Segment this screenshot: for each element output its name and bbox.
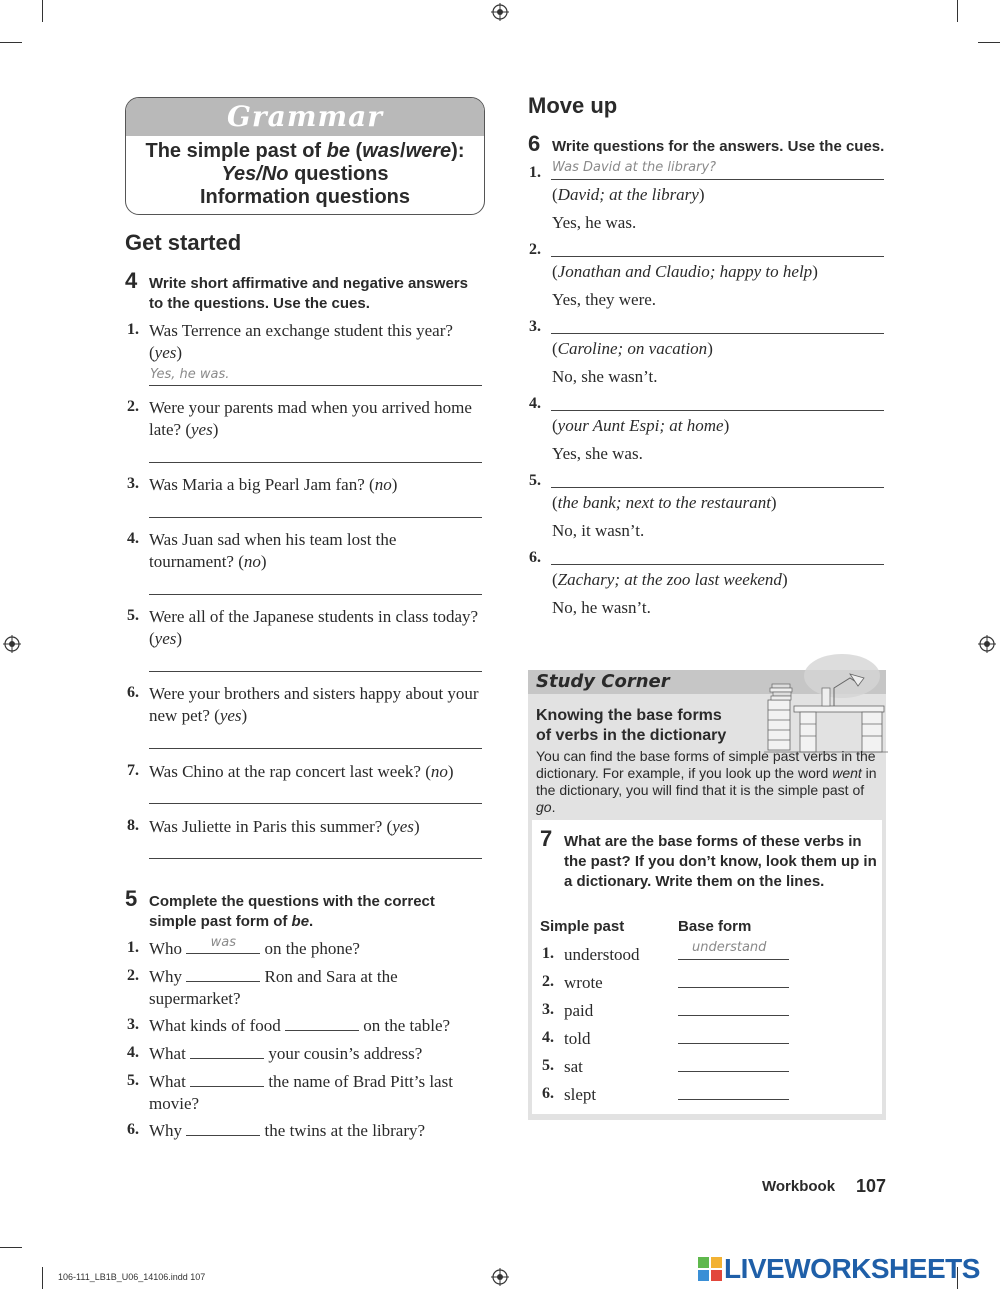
- exercise-4-cue: no: [430, 762, 448, 781]
- exercise-6-reply: Yes, she was.: [552, 444, 643, 463]
- exercise-5-item-number: 5.: [127, 1072, 139, 1089]
- exercise-7-verb: wrote: [564, 973, 603, 992]
- exercise-4-answer-line[interactable]: [149, 671, 482, 672]
- exercise-7-answer-line[interactable]: [678, 1071, 789, 1072]
- exercise-4-question: Was Terrence an exchange student this year? (yes): [149, 321, 453, 362]
- exercise-7-verb: paid: [564, 1001, 594, 1020]
- exercise-4-item-number: 2.: [127, 398, 139, 415]
- exercise-5-blank[interactable]: [186, 966, 260, 982]
- exercise-4-cue: yes: [154, 629, 177, 648]
- exercise-5-instruction: Complete the questions with the correct simple past form of be.: [149, 893, 435, 930]
- exercise-7-instruction: What are the base forms of these verbs in the past? If you don’t know, look them up in a dictionary. Write them on the lines.: [564, 833, 877, 890]
- exercise-5-answer: was: [210, 935, 236, 950]
- exercise-4-cue: no: [374, 475, 392, 494]
- exercise-5-item-number: 3.: [127, 1016, 139, 1033]
- exercise-4-answer-line[interactable]: [149, 748, 482, 749]
- exercise-5-blank[interactable]: [285, 1015, 359, 1031]
- exercise-5-question: What the name of Brad Pitt’s last movie?: [149, 1072, 453, 1113]
- study-corner: [528, 670, 886, 1120]
- exercise-6-item-number: 3.: [529, 318, 541, 335]
- crop-mark: [42, 1267, 43, 1289]
- exercise-7-answer-line[interactable]: [678, 959, 789, 960]
- exercise-4-question: Was Maria a big Pearl Jam fan? (no): [149, 475, 398, 494]
- exercise-4-instruction: Write short affirmative and negative answers to the questions. Use the cues.: [149, 275, 468, 312]
- column-header-simple-past: Simple past: [540, 918, 625, 935]
- grammar-topic: [126, 136, 484, 209]
- crop-mark: [0, 42, 22, 43]
- exercise-6-cue-text: the bank; next to the restaurant: [557, 493, 771, 512]
- exercise-5-item-number: 2.: [127, 967, 139, 984]
- exercise-6-answer-line[interactable]: [551, 333, 884, 334]
- grammar-topic-line1: The simple past of be (was/were):: [145, 140, 465, 162]
- exercise-4-item-number: 7.: [127, 762, 139, 779]
- file-info: 106-111_LB1B_U06_14106.indd 107: [58, 1272, 206, 1282]
- exercise-4-answer-line[interactable]: [149, 385, 482, 386]
- exercise-6-cue: (your Aunt Espi; at home): [552, 416, 730, 435]
- crop-mark: [42, 0, 43, 22]
- exercise-6-cue: (David; at the library): [552, 185, 705, 204]
- exercise-4-answer-line[interactable]: [149, 594, 482, 595]
- exercise-4-question: Was Juan sad when his team lost the tournament? (no): [149, 530, 397, 571]
- crop-mark: [0, 1247, 22, 1248]
- exercise-6-answer: Was David at the library?: [552, 160, 717, 175]
- grammar-banner: [126, 98, 484, 136]
- exercise-6-item-number: 1.: [529, 164, 541, 181]
- exercise-7-answer-line[interactable]: [678, 987, 789, 988]
- column-header-base-form: Base form: [678, 918, 752, 935]
- exercise-6-reply: No, she wasn’t.: [552, 367, 658, 386]
- exercise-5-question: What your cousin’s address?: [149, 1044, 423, 1063]
- exercise-4-cue: yes: [154, 343, 177, 362]
- exercise-6-cue-text: David; at the library: [557, 185, 699, 204]
- exercise-6-item-number: 2.: [529, 241, 541, 258]
- exercise-4-item-number: 1.: [127, 321, 139, 338]
- get-started-title: Get started: [125, 230, 242, 255]
- registration-mark-icon: [491, 1268, 509, 1286]
- exercise-6-cue: (Jonathan and Claudio; happy to help): [552, 262, 818, 281]
- exercise-7-item-number: 4.: [542, 1029, 554, 1046]
- exercise-5-blank[interactable]: [186, 935, 260, 954]
- study-corner-subtitle: Knowing the base forms of verbs in the dictionary: [536, 707, 727, 744]
- exercise-4-answer-line[interactable]: [149, 517, 482, 518]
- exercise-7-item-number: 6.: [542, 1085, 554, 1102]
- exercise-6-reply: Yes, he was.: [552, 213, 637, 232]
- exercise-4-answer-line[interactable]: [149, 462, 482, 463]
- exercise-7-answer-line[interactable]: [678, 1043, 789, 1044]
- footer-workbook-label: Workbook: [762, 1178, 836, 1195]
- exercise-7-verb: understood: [564, 945, 640, 964]
- exercise-7-answer-line[interactable]: [678, 1099, 789, 1100]
- exercise-5-number: 5: [125, 886, 138, 911]
- exercise-6-cue-text: Caroline; on vacation: [557, 339, 708, 358]
- exercise-4-question: Were your brothers and sisters happy about your new pet? (yes): [149, 684, 479, 725]
- crop-mark: [957, 0, 958, 22]
- exercise-7-item-number: 5.: [542, 1057, 554, 1074]
- desk-illustration-icon: [764, 648, 888, 758]
- exercise-6-cue-text: Zachary; at the zoo last weekend: [557, 570, 782, 589]
- grammar-box: [125, 97, 485, 215]
- registration-mark-icon: [491, 3, 509, 21]
- exercise-5-blank[interactable]: [190, 1043, 264, 1059]
- exercise-4-answer-line[interactable]: [149, 858, 482, 859]
- move-up-title: Move up: [528, 93, 618, 118]
- exercise-6-item-number: 5.: [529, 472, 541, 489]
- exercise-6-answer-line[interactable]: [551, 487, 884, 488]
- registration-mark-icon: [3, 635, 21, 653]
- exercise-4-item-number: 8.: [127, 817, 139, 834]
- exercise-4-cue: yes: [191, 420, 213, 439]
- exercise-6-answer-line[interactable]: [551, 179, 884, 180]
- exercise-7-verb: sat: [564, 1057, 583, 1076]
- exercise-6-cue: (the bank; next to the restaurant): [552, 493, 777, 512]
- study-corner-text: You can find the base forms of simple past verbs in the dictionary. For example, if you look up the word went in the dictionary, you will find that it is the simple past of go.: [536, 748, 877, 815]
- exercise-5-question: What kinds of food on the table?: [149, 1016, 451, 1035]
- grammar-topic-line2: Yes/No questions: [221, 163, 389, 185]
- exercise-5-item-number: 1.: [127, 939, 139, 956]
- exercise-6-cue: (Caroline; on vacation): [552, 339, 713, 358]
- exercise-4-answer: Yes, he was.: [150, 367, 230, 382]
- exercise-4-item-number: 5.: [127, 607, 139, 624]
- exercise-7-item-number: 2.: [542, 973, 554, 990]
- exercise-7-item-number: 1.: [542, 945, 554, 962]
- liveworksheets-logo-text: LIVEWORKSHEETS: [724, 1253, 980, 1284]
- exercise-6-cue-text: your Aunt Espi; at home: [557, 416, 724, 435]
- exercise-7-panel: [532, 820, 882, 1114]
- exercise-4-cue: yes: [219, 706, 242, 725]
- grammar-topic-line3: Information questions: [200, 186, 410, 208]
- exercise-6-reply: Yes, they were.: [552, 290, 657, 309]
- exercise-7-answer-line[interactable]: [678, 1015, 789, 1016]
- exercise-6-cue: (Zachary; at the zoo last weekend): [552, 570, 788, 589]
- exercise-4-item-number: 4.: [127, 530, 139, 547]
- exercise-6-answer-line[interactable]: [551, 410, 884, 411]
- exercise-5-item-number: 4.: [127, 1044, 139, 1061]
- exercise-6-item-number: 4.: [529, 395, 541, 412]
- exercise-5-question: Why the twins at the library?: [149, 1121, 426, 1140]
- exercise-4-cue: yes: [392, 817, 414, 836]
- exercise-4-question: Was Juliette in Paris this summer? (yes): [149, 817, 420, 836]
- exercise-5-item-number: 6.: [127, 1121, 139, 1138]
- exercise-7-item-number: 3.: [542, 1001, 554, 1018]
- registration-mark-icon: [978, 635, 996, 653]
- exercise-7-answer: understand: [692, 940, 767, 955]
- study-corner-title: Study Corner: [536, 671, 670, 692]
- exercise-6-instruction: Write questions for the answers. Use the cues.: [552, 138, 885, 155]
- exercise-6-answer-line[interactable]: [551, 256, 884, 257]
- liveworksheets-logo-icon: [698, 1257, 722, 1281]
- exercise-4-number: 4: [125, 268, 138, 293]
- exercise-6-reply: No, he wasn’t.: [552, 598, 651, 617]
- exercise-4-question: Was Chino at the rap concert last week? (no): [149, 762, 454, 781]
- exercise-4-answer-line[interactable]: [149, 803, 482, 804]
- exercise-7-verb: slept: [564, 1085, 597, 1104]
- exercise-5-question: Why Ron and Sara at the supermarket?: [149, 967, 398, 1008]
- exercise-7-verb: told: [564, 1029, 591, 1048]
- exercise-4-question: Were all of the Japanese students in class today? (yes): [149, 607, 479, 648]
- exercise-5-blank[interactable]: [190, 1071, 264, 1087]
- exercise-6-reply: No, it wasn’t.: [552, 521, 645, 540]
- exercise-6-number: 6: [528, 131, 541, 156]
- crop-mark: [978, 42, 1000, 43]
- exercise-4-cue: no: [243, 552, 261, 571]
- grammar-banner-text: Grammar: [227, 100, 383, 133]
- exercise-4-question: Were your parents mad when you arrived home late? (yes): [149, 398, 472, 439]
- exercise-4-item-number: 6.: [127, 684, 139, 701]
- exercise-6-cue-text: Jonathan and Claudio; happy to help: [557, 262, 813, 281]
- exercise-7-number: 7: [540, 826, 553, 851]
- exercise-6-answer-line[interactable]: [551, 564, 884, 565]
- exercise-6-item-number: 6.: [529, 549, 541, 566]
- exercise-5-question: Who was on the phone?: [149, 938, 489, 960]
- exercise-4-item-number: 3.: [127, 475, 139, 492]
- footer-page-number: 107: [856, 1176, 887, 1196]
- exercise-5-blank[interactable]: [186, 1120, 260, 1136]
